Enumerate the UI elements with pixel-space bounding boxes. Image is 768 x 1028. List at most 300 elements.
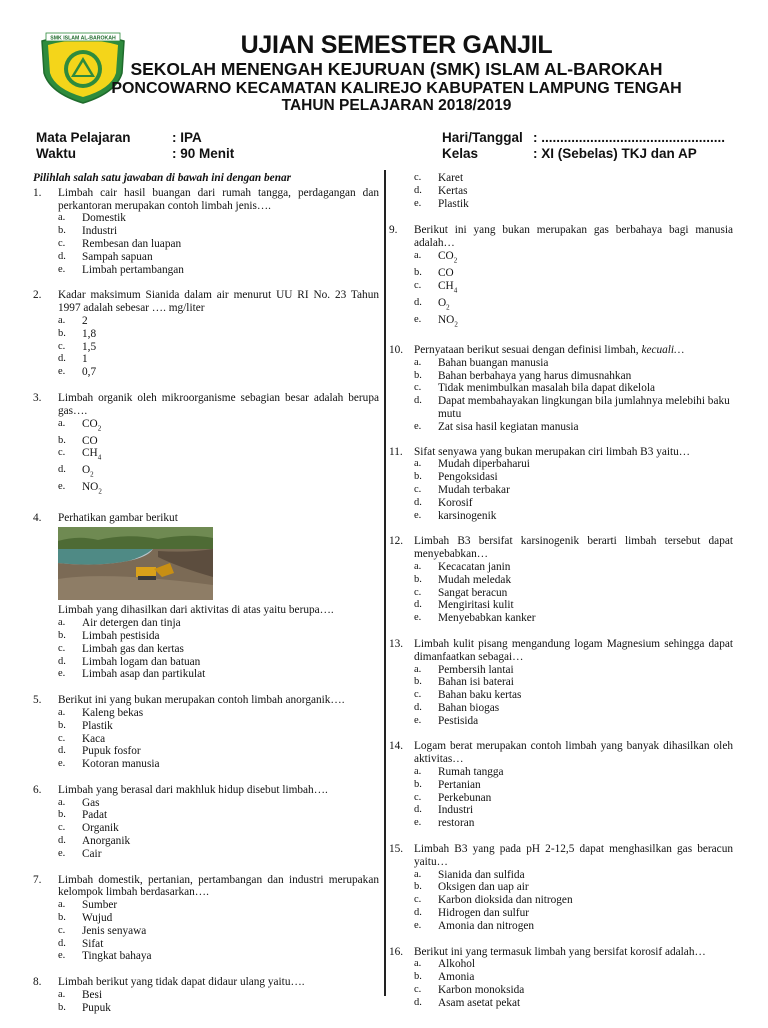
option-letter: b. bbox=[58, 719, 66, 731]
option-text: Pembersih lantai bbox=[438, 663, 514, 676]
question-3 bbox=[33, 392, 379, 499]
question-11 bbox=[389, 446, 733, 523]
option-subscript: 2 bbox=[454, 320, 458, 329]
option-letter: a. bbox=[58, 417, 66, 429]
question-number: 14. bbox=[389, 740, 404, 753]
option-text: CO bbox=[438, 249, 454, 262]
option-text: Bahan biogas bbox=[438, 701, 500, 714]
option-letter: d. bbox=[414, 804, 422, 816]
option-text: CO bbox=[82, 417, 98, 430]
option-text: Sianida dan sulfida bbox=[438, 868, 525, 881]
option-14-4 bbox=[414, 804, 733, 817]
question-number: 15. bbox=[389, 843, 404, 856]
option-11-1 bbox=[414, 458, 733, 471]
option-text: Besi bbox=[82, 989, 103, 1002]
question-text bbox=[414, 224, 733, 250]
option-15-4 bbox=[414, 907, 733, 920]
option-15-3 bbox=[414, 894, 733, 907]
option-letter: a. bbox=[414, 458, 422, 470]
option-text: Amonia bbox=[438, 971, 475, 984]
question-number: 6. bbox=[33, 783, 42, 796]
option-text: Cair bbox=[82, 847, 102, 860]
option-text: Menyebabkan kanker bbox=[438, 612, 536, 625]
question-text bbox=[414, 843, 733, 869]
question-number: 10. bbox=[389, 343, 404, 356]
option-letter: c. bbox=[414, 689, 422, 701]
option-7-3 bbox=[58, 925, 379, 938]
question-number: 11. bbox=[389, 445, 403, 458]
option-text: Dapat membahayakan lingkungan bila jumlahnya melebihi baku mutu bbox=[438, 395, 730, 420]
option-11-5 bbox=[414, 510, 733, 523]
option-text: Asam asetat pekat bbox=[438, 996, 521, 1009]
option-letter: e. bbox=[414, 313, 422, 325]
option-letter: b. bbox=[414, 971, 422, 983]
option-text: Hidrogen dan sulfur bbox=[438, 907, 529, 920]
school-name: SEKOLAH MENENGAH KEJURUAN (SMK) ISLAM AL-BAROKAH bbox=[130, 59, 663, 79]
question-9 bbox=[389, 224, 733, 331]
option-text: Sampah sapuan bbox=[82, 250, 153, 263]
option-text: Zat sisa hasil kegiatan manusia bbox=[438, 420, 579, 433]
option-letter: e. bbox=[58, 950, 66, 962]
option-text: Pestisida bbox=[438, 714, 479, 727]
option-letter: c. bbox=[414, 791, 422, 803]
option-letter: d. bbox=[414, 296, 422, 308]
question-number: 4. bbox=[33, 511, 42, 524]
option-2-2 bbox=[58, 328, 379, 341]
option-16-4 bbox=[414, 997, 733, 1010]
option-1-1 bbox=[58, 212, 379, 225]
time-value: : 90 Menit bbox=[172, 146, 235, 161]
option-letter: c. bbox=[58, 642, 66, 654]
question-text-main: Perhatikan gambar berikut bbox=[58, 511, 178, 524]
option-13-1 bbox=[414, 664, 733, 677]
question-14 bbox=[389, 740, 733, 830]
option-13-5 bbox=[414, 715, 733, 728]
question-13 bbox=[389, 638, 733, 728]
option-text: Limbah logam dan batuan bbox=[82, 655, 201, 668]
mining-site-photo bbox=[58, 527, 213, 600]
option-text: Jenis senyawa bbox=[82, 924, 147, 937]
option-letter: d. bbox=[58, 835, 66, 847]
option-letter: e. bbox=[414, 817, 422, 829]
option-letter: d. bbox=[58, 464, 66, 476]
option-letter: b. bbox=[414, 881, 422, 893]
option-letter: e. bbox=[414, 714, 422, 726]
option-text: Mudah terbakar bbox=[438, 483, 510, 496]
option-text: Kaca bbox=[82, 732, 106, 745]
option-text: Rumah tangga bbox=[438, 766, 504, 779]
option-1-3 bbox=[58, 238, 379, 251]
option-13-3 bbox=[414, 689, 733, 702]
option-letter: d. bbox=[58, 250, 66, 262]
option-letter: b. bbox=[58, 809, 66, 821]
option-text: Plastik bbox=[438, 197, 469, 210]
option-3-3 bbox=[58, 447, 379, 464]
question-1 bbox=[33, 187, 379, 277]
option-subscript: 2 bbox=[446, 303, 450, 312]
question-16 bbox=[389, 946, 733, 1010]
option-3-5 bbox=[58, 481, 379, 498]
option-letter: c. bbox=[58, 340, 66, 352]
question-number: 8. bbox=[33, 976, 42, 989]
question-text bbox=[414, 535, 733, 561]
question-text bbox=[58, 874, 379, 900]
option-4-2 bbox=[58, 630, 379, 643]
question-text bbox=[414, 946, 733, 959]
option-text: Wujud bbox=[82, 912, 113, 925]
question-number: 16. bbox=[389, 945, 404, 958]
option-9-2 bbox=[414, 267, 733, 280]
option-text: 1,5 bbox=[82, 340, 97, 353]
option-letter: d. bbox=[58, 937, 66, 949]
option-text: CH bbox=[82, 447, 98, 460]
left-column bbox=[33, 172, 379, 1028]
option-7-1 bbox=[58, 899, 379, 912]
option-11-3 bbox=[414, 484, 733, 497]
question-number: 9. bbox=[389, 224, 398, 237]
option-text: Gas bbox=[82, 796, 100, 809]
option-11-2 bbox=[414, 471, 733, 484]
option-text: Mudah diperbaharui bbox=[438, 458, 530, 471]
option-text: CO bbox=[82, 434, 98, 447]
option-letter: c. bbox=[414, 984, 422, 996]
option-8-4 bbox=[414, 185, 733, 198]
option-letter: b. bbox=[58, 225, 66, 237]
option-15-1 bbox=[414, 869, 733, 882]
option-letter: e. bbox=[414, 509, 422, 521]
option-text: karsinogenik bbox=[438, 509, 497, 522]
question-7 bbox=[33, 874, 379, 964]
question-text bbox=[58, 392, 379, 418]
question-number: 3. bbox=[33, 391, 42, 404]
option-text: Kaleng bekas bbox=[82, 706, 144, 719]
option-12-4 bbox=[414, 599, 733, 612]
option-text: CO bbox=[438, 267, 454, 280]
question-text bbox=[58, 976, 379, 989]
option-10-3 bbox=[414, 382, 733, 395]
option-letter: a. bbox=[58, 796, 66, 808]
option-letter: b. bbox=[414, 267, 422, 279]
option-letter: a. bbox=[414, 663, 422, 675]
option-letter: e. bbox=[58, 263, 66, 275]
option-letter: c. bbox=[58, 732, 66, 744]
option-letter: e. bbox=[414, 919, 422, 931]
time-label: Waktu bbox=[36, 146, 76, 161]
question-text-main: Limbah cair hasil buangan dari rumah tangga, perdagangan dan perkantoran merupakan contoh limbah jenis…. bbox=[58, 186, 379, 212]
question-text bbox=[58, 187, 379, 213]
option-letter: b. bbox=[58, 912, 66, 924]
option-letter: e. bbox=[58, 366, 66, 378]
question-text-main: Berikut ini yang bukan merupakan contoh limbah anorganik…. bbox=[58, 694, 345, 707]
question-6 bbox=[33, 784, 379, 861]
option-2-4 bbox=[58, 353, 379, 366]
question-text bbox=[58, 512, 379, 525]
option-subscript: 2 bbox=[98, 487, 102, 496]
subject-label: Mata Pelajaran bbox=[36, 130, 131, 145]
question-text-main: Limbah berikut yang tidak dapat didaur ulang yaitu…. bbox=[58, 976, 305, 989]
option-5-1 bbox=[58, 707, 379, 720]
option-letter: e. bbox=[58, 668, 66, 680]
option-letter: d. bbox=[414, 395, 422, 407]
option-text: Plastik bbox=[82, 719, 113, 732]
option-text: Industri bbox=[82, 225, 118, 238]
option-text: 1 bbox=[82, 353, 88, 366]
question-text bbox=[414, 446, 733, 459]
option-9-1 bbox=[414, 250, 733, 267]
question-text bbox=[58, 694, 379, 707]
option-8-2 bbox=[58, 1002, 379, 1015]
option-letter: e. bbox=[58, 847, 66, 859]
option-text: Mengiritasi kulit bbox=[438, 599, 514, 612]
question-5 bbox=[33, 694, 379, 771]
question-number: 7. bbox=[33, 873, 42, 886]
option-letter: b. bbox=[414, 471, 422, 483]
option-text: CH bbox=[438, 279, 454, 292]
option-text: Limbah asap dan partikulat bbox=[82, 668, 206, 681]
instruction: Pilihlah salah satu jawaban di bawah ini dengan benar bbox=[33, 172, 292, 184]
option-10-5 bbox=[414, 421, 733, 434]
option-6-2 bbox=[58, 809, 379, 822]
question-text-main: Sifat senyawa yang bukan merupakan ciri limbah B3 yaitu… bbox=[414, 445, 691, 458]
question-text-emphasis: kecuali… bbox=[641, 343, 685, 356]
option-letter: a. bbox=[414, 249, 422, 261]
option-letter: a. bbox=[414, 766, 422, 778]
option-16-2 bbox=[414, 971, 733, 984]
option-text: Pertanian bbox=[438, 778, 481, 791]
option-11-4 bbox=[414, 497, 733, 510]
question-12 bbox=[389, 535, 733, 625]
option-text: Limbah pertambangan bbox=[82, 263, 184, 276]
option-letter: e. bbox=[414, 612, 422, 624]
question-text bbox=[58, 784, 379, 797]
question-text-main: Berikut ini yang bukan merupakan gas berbahaya bagi manusia adalah… bbox=[414, 224, 733, 250]
option-text: Anorganik bbox=[82, 835, 131, 848]
subject-value: : IPA bbox=[172, 130, 202, 145]
class-value: : XI (Sebelas) TKJ dan AP bbox=[533, 146, 697, 161]
option-letter: a. bbox=[58, 314, 66, 326]
option-text: Limbah pestisida bbox=[82, 629, 160, 642]
option-subscript: 2 bbox=[90, 470, 94, 479]
option-13-4 bbox=[414, 702, 733, 715]
question-8 bbox=[33, 976, 379, 1014]
option-text: Mudah meledak bbox=[438, 573, 512, 586]
option-14-3 bbox=[414, 792, 733, 805]
academic-year: TAHUN PELAJARAN 2018/2019 bbox=[281, 97, 512, 114]
option-letter: d. bbox=[414, 907, 422, 919]
option-4-5 bbox=[58, 668, 379, 681]
option-letter: d. bbox=[414, 496, 422, 508]
question-number: 12. bbox=[389, 535, 404, 548]
option-9-3 bbox=[414, 280, 733, 297]
option-letter: c. bbox=[58, 237, 66, 249]
option-9-4 bbox=[414, 297, 733, 314]
option-letter: c. bbox=[58, 924, 66, 936]
option-text: Bahan isi baterai bbox=[438, 676, 514, 689]
class-label: Kelas bbox=[442, 146, 479, 161]
option-letter: a. bbox=[58, 989, 66, 1001]
option-letter: c. bbox=[414, 586, 422, 598]
option-letter: b. bbox=[414, 778, 422, 790]
option-text: Korosif bbox=[438, 496, 473, 509]
option-text: 1,8 bbox=[82, 327, 97, 340]
option-text: O bbox=[438, 296, 447, 309]
option-3-1 bbox=[58, 418, 379, 435]
option-text: restoran bbox=[438, 817, 475, 830]
option-15-5 bbox=[414, 920, 733, 933]
option-13-2 bbox=[414, 676, 733, 689]
option-letter: d. bbox=[58, 353, 66, 365]
question-text-main: Limbah yang berasal dari makhluk hidup disebut limbah…. bbox=[58, 783, 328, 796]
option-letter: c. bbox=[414, 172, 422, 183]
option-text: O bbox=[82, 464, 91, 477]
option-letter: a. bbox=[58, 617, 66, 629]
right-column bbox=[389, 172, 733, 1023]
option-text: Sumber bbox=[82, 899, 118, 912]
option-letter: a. bbox=[414, 868, 422, 880]
column-divider bbox=[384, 170, 386, 996]
option-letter: d. bbox=[58, 655, 66, 667]
option-1-4 bbox=[58, 251, 379, 264]
option-letter: a. bbox=[414, 958, 422, 970]
option-letter: d. bbox=[414, 184, 422, 196]
option-text: Bahan buangan manusia bbox=[438, 356, 549, 369]
option-10-2 bbox=[414, 370, 733, 383]
question-number: 1. bbox=[33, 186, 42, 199]
option-subscript: 4 bbox=[97, 453, 102, 462]
option-7-4 bbox=[58, 938, 379, 951]
option-text: Kecacatan janin bbox=[438, 560, 511, 573]
option-5-5 bbox=[58, 758, 379, 771]
option-letter: b. bbox=[58, 434, 66, 446]
question-text bbox=[414, 638, 733, 664]
option-14-5 bbox=[414, 817, 733, 830]
option-12-1 bbox=[414, 561, 733, 574]
option-letter: d. bbox=[414, 996, 422, 1008]
option-text: Pupuk fosfor bbox=[82, 745, 141, 758]
question-text bbox=[414, 344, 733, 357]
option-text: Domestik bbox=[82, 212, 126, 225]
option-text: Perkebunan bbox=[438, 791, 492, 804]
option-7-5 bbox=[58, 950, 379, 963]
option-text: Oksigen dan uap air bbox=[438, 881, 529, 894]
option-text: Limbah gas dan kertas bbox=[82, 642, 184, 655]
option-letter: e. bbox=[58, 758, 66, 770]
option-letter: a. bbox=[58, 212, 66, 224]
question-text-main: Limbah B3 yang pada pH 2-12,5 dapat menghasilkan gas beracun yaitu… bbox=[414, 843, 733, 868]
option-subscript: 2 bbox=[97, 423, 102, 432]
option-letter: e. bbox=[414, 197, 422, 209]
page-title: UJIAN SEMESTER GANJIL bbox=[240, 31, 553, 59]
option-6-5 bbox=[58, 848, 379, 861]
option-text: 2 bbox=[82, 314, 88, 327]
option-text: 0,7 bbox=[82, 366, 97, 379]
option-letter: c. bbox=[414, 894, 422, 906]
option-5-3 bbox=[58, 733, 379, 746]
option-letter: b. bbox=[58, 1001, 66, 1013]
option-text: Tidak menimbulkan masalah bila dapat dikelola bbox=[438, 382, 656, 395]
option-15-2 bbox=[414, 881, 733, 894]
school-address: PONCOWARNO KECAMATAN KALIREJO KABUPATEN LAMPUNG TENGAH bbox=[111, 80, 682, 97]
option-text: Industri bbox=[438, 804, 474, 817]
option-subscript: 2 bbox=[453, 256, 458, 265]
option-10-4 bbox=[414, 395, 733, 421]
option-letter: c. bbox=[414, 279, 422, 291]
option-letter: a. bbox=[414, 356, 422, 368]
option-3-4 bbox=[58, 464, 379, 481]
question-text bbox=[414, 740, 733, 766]
option-text: Kertas bbox=[438, 184, 468, 197]
option-text: Rembesan dan luapan bbox=[82, 237, 182, 250]
option-letter: d. bbox=[58, 745, 66, 757]
question-text-main: Pernyataan berikut sesuai dengan definisi limbah, bbox=[414, 343, 642, 356]
question-4 bbox=[33, 512, 379, 682]
question-text-main: Limbah domestik, pertanian, pertambangan dan industri merupakan kelompok limbah berdasarkan…. bbox=[58, 873, 379, 899]
option-16-3 bbox=[414, 984, 733, 997]
day-value: : ................................................. bbox=[533, 130, 726, 145]
option-12-5 bbox=[414, 612, 733, 625]
option-8-1 bbox=[58, 989, 379, 1002]
option-text: Air detergen dan tinja bbox=[82, 617, 181, 630]
option-6-4 bbox=[58, 835, 379, 848]
option-text: Organik bbox=[82, 822, 119, 835]
option-letter: c. bbox=[58, 822, 66, 834]
option-text: Kotoran manusia bbox=[82, 758, 160, 771]
logo-text: SMK ISLAM AL-BAROKAH bbox=[50, 35, 116, 42]
day-label: Hari/Tanggal bbox=[442, 130, 523, 145]
option-letter: b. bbox=[414, 573, 422, 585]
option-text: Karbon monoksida bbox=[438, 984, 525, 997]
option-5-2 bbox=[58, 720, 379, 733]
option-9-5 bbox=[414, 314, 733, 331]
option-text: Bahan baku kertas bbox=[438, 689, 522, 702]
option-text: Amonia dan nitrogen bbox=[438, 919, 535, 932]
question-8-continuation bbox=[389, 172, 733, 210]
option-text: NO bbox=[82, 481, 99, 494]
exam-header bbox=[0, 0, 768, 118]
option-letter: e. bbox=[414, 420, 422, 432]
question-followup-text: Limbah yang dihasilkan dari aktivitas di atas yaitu berupa…. bbox=[58, 604, 334, 617]
option-10-1 bbox=[414, 357, 733, 370]
option-text: Karet bbox=[438, 172, 464, 184]
option-2-1 bbox=[58, 315, 379, 328]
option-subscript: 4 bbox=[453, 286, 458, 295]
option-letter: d. bbox=[414, 701, 422, 713]
question-text-main: Limbah organik oleh mikroorganisme sebagian besar adalah berupa gas…. bbox=[58, 391, 379, 417]
option-letter: b. bbox=[58, 629, 66, 641]
option-14-1 bbox=[414, 766, 733, 779]
option-text: NO bbox=[438, 313, 455, 326]
question-number: 13. bbox=[389, 637, 404, 650]
option-2-3 bbox=[58, 341, 379, 354]
option-1-2 bbox=[58, 225, 379, 238]
option-4-1 bbox=[58, 617, 379, 630]
option-letter: d. bbox=[414, 599, 422, 611]
option-letter: a. bbox=[58, 706, 66, 718]
option-letter: c. bbox=[58, 447, 66, 459]
option-letter: b. bbox=[58, 327, 66, 339]
question-text-main: Kadar maksimum Sianida dalam air menurut UU RI No. 23 Tahun 1997 adalah sebesar …. mg/liter bbox=[58, 289, 379, 315]
question-text-main: Limbah B3 bersifat karsinogenik berarti limbah tersebut dapat menyebabkan… bbox=[414, 535, 733, 561]
option-14-2 bbox=[414, 779, 733, 792]
question-10 bbox=[389, 344, 733, 434]
option-5-4 bbox=[58, 745, 379, 758]
option-letter: a. bbox=[414, 560, 422, 572]
option-letter: b. bbox=[414, 676, 422, 688]
question-text bbox=[58, 289, 379, 315]
option-letter: e. bbox=[58, 481, 66, 493]
option-text: Sangat beracun bbox=[438, 586, 508, 599]
option-4-3 bbox=[58, 643, 379, 656]
